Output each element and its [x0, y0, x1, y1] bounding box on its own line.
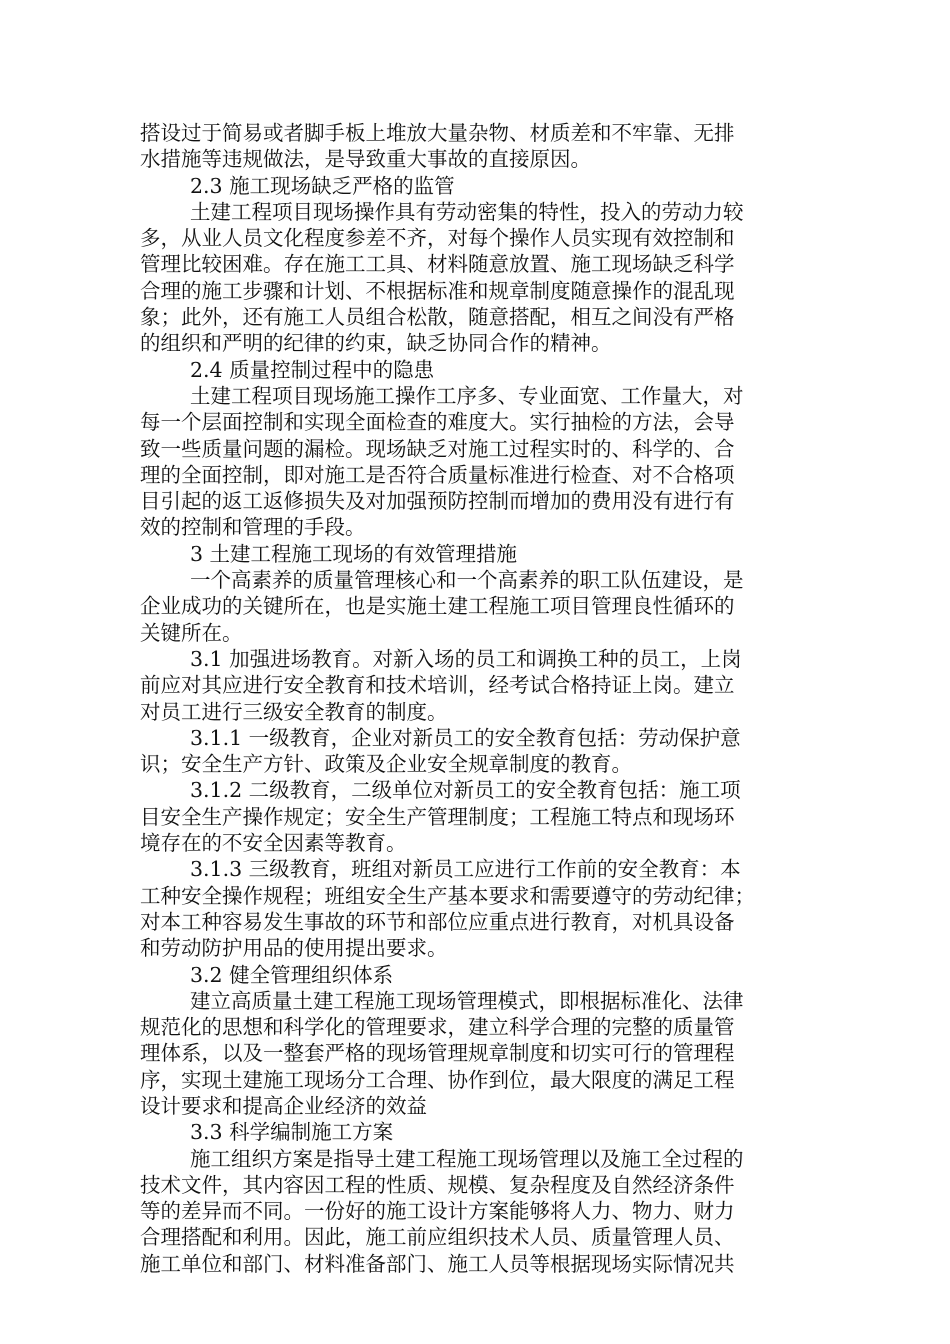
paragraph-first-line: 搭设过于简易或者脚手板上堆放大量杂物、材质差和不牢靠、无排	[140, 121, 735, 145]
paragraph-line: 管理比较困难。存在施工工具、材料随意放置、施工现场缺乏科学	[140, 252, 735, 277]
document-page	[140, 120, 810, 1277]
paragraph-first-line: 2.3 施工现场缺乏严格的监管	[190, 173, 455, 198]
paragraph-line: 技术文件，其内容因工程的性质、规模、复杂程度及自然经济条件	[140, 1172, 735, 1197]
paragraph-line: 关键所在。	[140, 620, 243, 645]
paragraph-line: 规范化的思想和科学化的管理要求，建立科学合理的完整的质量管	[140, 1015, 735, 1040]
paragraph-line: 工种安全操作规程；班组安全生产基本要求和需要遵守的劳动纪律；	[140, 883, 755, 908]
paragraph-first-line: 3.2 健全管理组织体系	[190, 962, 394, 987]
paragraph-line: 的组织和严明的纪律的约束，缺乏协同合作的精神。	[140, 331, 612, 356]
paragraph-line: 多，从业人员文化程度参差不齐，对每个操作人员实现有效控制和	[140, 226, 735, 251]
paragraph-first-line: 3 土建工程施工现场的有效管理措施	[190, 541, 518, 566]
paragraph-line: 每一个层面控制和实现全面检查的难度大。实行抽检的方法，会导	[140, 410, 735, 435]
paragraph-first-line: 一个高素养的质量管理核心和一个高素养的职工队伍建设，是	[190, 568, 744, 593]
paragraph-first-line: 3.1.2 二级教育，二级单位对新员工的安全教育包括：施工项	[190, 778, 741, 803]
paragraph-line: 序，实现土建施工现场分工合理、协作到位，最大限度的满足工程	[140, 1067, 735, 1092]
paragraph-line: 施工单位和部门、材料准备部门、施工人员等根据现场实际情况共	[140, 1251, 735, 1276]
paragraph-line: 等的差异而不同。一份好的施工设计方案能够将人力、物力、财力	[140, 1199, 735, 1224]
paragraph-first-line: 施工组织方案是指导土建工程施工现场管理以及施工全过程的	[190, 1146, 744, 1171]
paragraph-line: 和劳动防护用品的使用提出要求。	[140, 936, 448, 961]
paragraph-line: 效的控制和管理的手段。	[140, 515, 366, 540]
paragraph-first-line: 3.1.3 三级教育，班组对新员工应进行工作前的安全教育：本	[190, 857, 741, 882]
paragraph-first-line: 2.4 质量控制过程中的隐患	[190, 357, 435, 382]
paragraph-line: 理的全面控制，即对施工是否符合质量标准进行检查、对不合格项	[140, 462, 735, 487]
paragraph-line: 水措施等违规做法，是导致重大事故的直接原因。	[140, 147, 591, 172]
paragraph-line: 识；安全生产方针、政策及企业安全规章制度的教育。	[140, 752, 632, 777]
paragraph-line: 对本工种容易发生事故的环节和部位应重点进行教育，对机具设备	[140, 909, 735, 934]
paragraph-line: 对员工进行三级安全教育的制度。	[140, 699, 448, 724]
paragraph-line: 合理的施工步骤和计划、不根据标准和规章制度随意操作的混乱现	[140, 278, 735, 303]
paragraph-first-line: 3.1 加强进场教育。对新入场的员工和调换工种的员工，上岗	[190, 646, 742, 671]
paragraph-line: 目安全生产操作规定；安全生产管理制度；工程施工特点和现场环	[140, 804, 735, 829]
paragraph-line: 合理搭配和利用。因此，施工前应组织技术人员、质量管理人员、	[140, 1225, 735, 1250]
paragraph-line: 目引起的返工返修损失及对加强预防控制而增加的费用没有进行有	[140, 489, 735, 514]
paragraph-line: 设计要求和提高企业经济的效益	[140, 1093, 427, 1118]
paragraph-line: 企业成功的关键所在，也是实施土建工程施工项目管理良性循环的	[140, 594, 735, 619]
paragraph-line: 致一些质量问题的漏检。现场缺乏对施工过程实时的、科学的、合	[140, 436, 735, 461]
paragraph-first-line: 土建工程项目现场施工操作工序多、专业面宽、工作量大，对	[190, 383, 744, 408]
paragraph-line: 理体系，以及一整套严格的现场管理规章制度和切实可行的管理程	[140, 1041, 735, 1066]
paragraph-line: 境存在的不安全因素等教育。	[140, 831, 407, 856]
paragraph-line: 前应对其应进行安全教育和技术培训，经考试合格持证上岗。建立	[140, 673, 735, 698]
paragraph-first-line: 3.1.1 一级教育，企业对新员工的安全教育包括：劳动保护意	[190, 725, 741, 750]
paragraph-first-line: 建立高质量土建工程施工现场管理模式，即根据标准化、法律	[190, 988, 744, 1013]
paragraph-line: 象；此外，还有施工人员组合松散，随意搭配，相互之间没有严格	[140, 305, 735, 330]
paragraph-first-line: 3.3 科学编制施工方案	[190, 1120, 394, 1145]
paragraph-first-line: 土建工程项目现场操作具有劳动密集的特性，投入的劳动力较	[190, 199, 744, 224]
